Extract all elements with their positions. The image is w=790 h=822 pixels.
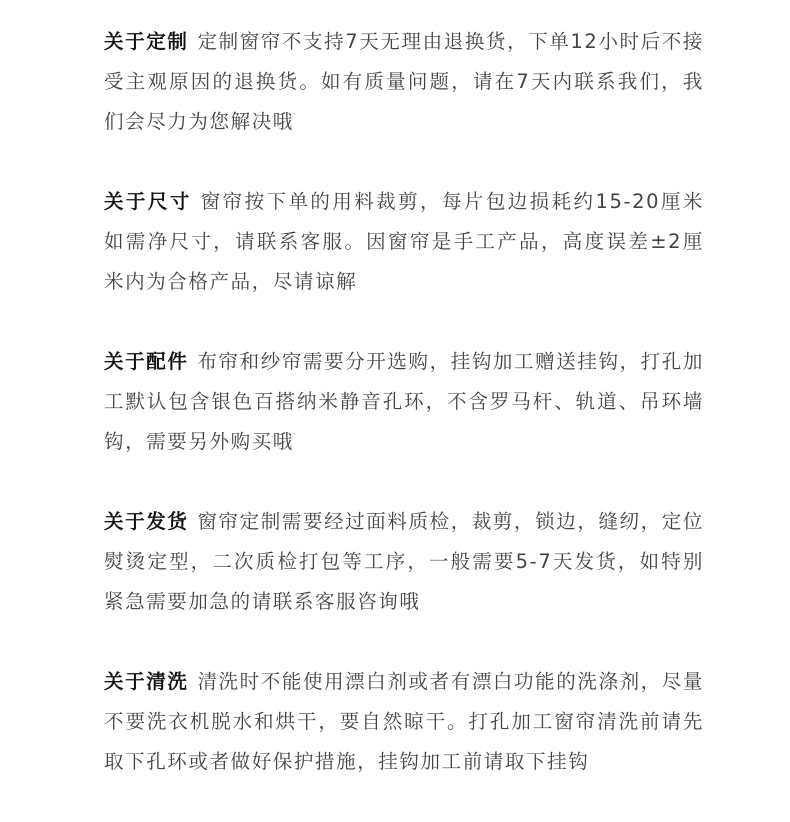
section-size (104, 182, 704, 302)
section-cleaning (104, 662, 704, 782)
section-shipping (104, 502, 704, 622)
section-text: 清洗时不能使用漂白剂或者有漂白功能的洗涤剂，尽量不要洗衣机脱水和烘干，要自然晾干。打孔加工窗帘清洗前请先取下孔环或者做好保护措施，挂钩加工前请取下挂钩 (104, 670, 704, 773)
section-heading: 关于配件 (104, 350, 189, 373)
section-heading: 关于定制 (104, 30, 189, 53)
section-heading: 关于发货 (104, 510, 189, 533)
section-text: 布帘和纱帘需要分开选购，挂钩加工赠送挂钩，打孔加工默认包含银色百搭纳米静音孔环，不含罗马杆、轨道、吊环墙钩，需要另外购买哦 (104, 350, 704, 453)
policy-document (104, 22, 704, 822)
section-heading: 关于尺寸 (104, 190, 192, 213)
section-text: 窗帘按下单的用料裁剪，每片包边损耗约15-20厘米如需净尺寸，请联系客服。因窗帘是手工产品，高度误差±2厘米内为合格产品，尽请谅解 (104, 190, 704, 293)
section-accessories (104, 342, 704, 462)
section-text: 定制窗帘不支持7天无理由退换货，下单12小时后不接受主观原因的退换货。如有质量问题，请在7天内联系我们，我们会尽力为您解决哦 (104, 30, 704, 133)
section-text: 窗帘定制需要经过面料质检，裁剪，锁边，缝纫，定位熨烫定型，二次质检打包等工序，一般需要5-7天发货，如特别紧急需要加急的请联系客服咨询哦 (104, 510, 704, 613)
section-customization (104, 22, 704, 142)
section-heading: 关于清洗 (104, 670, 189, 693)
